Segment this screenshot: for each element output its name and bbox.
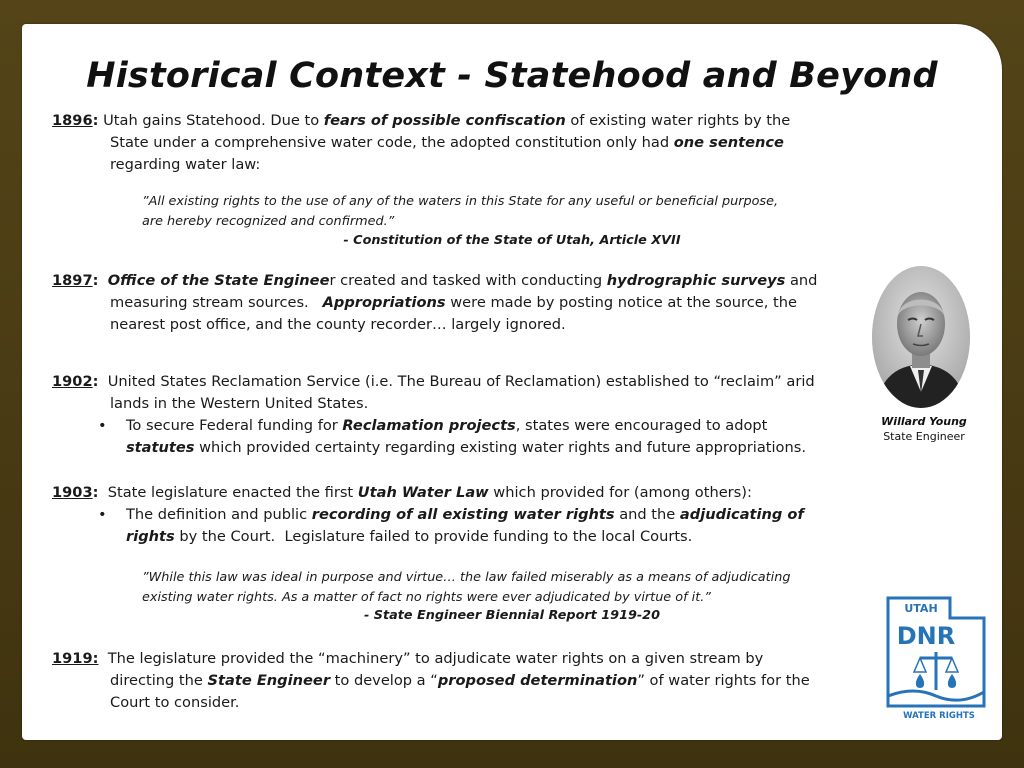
emphasis: fears of possible confiscation <box>323 112 566 129</box>
portrait-role: State Engineer <box>883 430 965 443</box>
utah-dnr-water-rights-logo <box>884 592 994 722</box>
bullet-line-1 <box>126 504 872 526</box>
bullet-dot: • <box>98 417 107 434</box>
emphasis: proposed determination <box>437 672 638 689</box>
bullet-dot: • <box>98 506 107 523</box>
logo-bottom-text: WATER RIGHTS <box>903 711 975 721</box>
bullet-line-2 <box>126 526 872 548</box>
year-colon: : <box>92 484 99 501</box>
text: United States Reclamation Service (i.e. The Bureau of Reclamation) established to “reclaim” arid <box>98 373 815 390</box>
text: which provided certainty regarding existing water rights and future appropriations. <box>194 439 806 456</box>
text: nearest post office, and the county recorder… largely ignored. <box>110 316 566 333</box>
text: State legislature enacted the first <box>98 484 358 501</box>
logo-top-text: UTAH <box>904 602 938 615</box>
entry-1919-line-2 <box>52 670 872 692</box>
year-colon: : <box>92 272 99 289</box>
emphasis: recording of all existing water rights <box>311 506 615 523</box>
water-drop-right-icon <box>948 674 956 688</box>
quote-biennial-report <box>142 568 842 608</box>
slide-title: Historical Context - Statehood and Beyond <box>86 56 938 96</box>
text: The definition and public <box>126 506 312 523</box>
year-1903: 1903 <box>52 484 93 501</box>
entry-1896-line-2 <box>52 132 872 154</box>
entry-1896-line-1 <box>52 110 872 132</box>
portrait-photo <box>872 266 970 408</box>
text: measuring stream sources. <box>110 294 323 311</box>
quote-citation-report: - State Engineer Biennial Report 1919-20 <box>364 608 660 623</box>
entry-1897-line-3 <box>52 314 872 336</box>
emphasis: Appropriations <box>322 294 446 311</box>
entry-1903-line-1 <box>52 482 872 504</box>
emphasis: hydrographic surveys <box>606 272 786 289</box>
quote-line: are hereby recognized and confirmed.” <box>142 214 395 229</box>
entry-1897 <box>52 270 872 336</box>
logo-main-text: DNR <box>896 622 956 650</box>
entry-1896-line-3 <box>52 154 872 176</box>
emphasis: one sentence <box>673 134 784 151</box>
emphasis: Reclamation projects <box>342 417 516 434</box>
bullet-line-2 <box>126 437 882 459</box>
year-1897: 1897 <box>52 272 93 289</box>
text: The legislature provided the “machinery” to adjudicate water rights on a given stream by <box>98 650 764 667</box>
entry-1903 <box>52 482 872 548</box>
water-drop-left-icon <box>916 674 924 688</box>
scale-pan-left <box>914 658 926 672</box>
emphasis: adjudicating of <box>679 506 804 523</box>
emphasis: Office of the State Enginee <box>107 272 330 289</box>
entry-1903-bullet <box>52 504 872 548</box>
text: which provided for (among others): <box>488 484 752 501</box>
year-1896: 1896 <box>52 112 93 129</box>
year-colon: : <box>92 112 99 129</box>
text: lands in the Western United States. <box>110 395 369 412</box>
text: Court to consider. <box>110 694 240 711</box>
text: State under a comprehensive water code, the adopted constitution only had <box>110 134 674 151</box>
year-1902: 1902 <box>52 373 93 390</box>
entry-1902-bullet <box>52 415 882 459</box>
entry-1919-line-3 <box>52 692 872 714</box>
portrait-name: Willard Young <box>881 415 967 428</box>
text: To secure Federal funding for <box>126 417 343 434</box>
entry-1919 <box>52 648 872 714</box>
portrait-illustration <box>872 266 970 408</box>
water-wave <box>888 691 984 700</box>
year-1919: 1919: <box>52 650 99 667</box>
text: and the <box>614 506 680 523</box>
entry-1919-line-1 <box>52 648 872 670</box>
text: r created and tasked with conducting <box>329 272 607 289</box>
text: regarding water law: <box>110 156 261 173</box>
emphasis: Utah Water Law <box>357 484 489 501</box>
emphasis: State Engineer <box>207 672 331 689</box>
quote-line: ”All existing rights to the use of any of the waters in this State for any useful or beneficial purpose, <box>142 194 779 209</box>
entry-1902-line-2 <box>52 393 882 415</box>
entry-1897-line-2 <box>52 292 872 314</box>
entry-1902-line-1 <box>52 371 882 393</box>
emphasis: rights <box>126 528 175 545</box>
text: directing the <box>110 672 208 689</box>
entry-1896 <box>52 110 872 176</box>
entry-1902 <box>52 371 882 459</box>
entry-1897-line-1 <box>52 270 872 292</box>
utah-dnr-logo-graphic <box>884 592 994 722</box>
text: to develop a “ <box>330 672 438 689</box>
quote-constitution <box>142 192 842 232</box>
text: were made by posting notice at the source, the <box>445 294 797 311</box>
text: and <box>785 272 818 289</box>
text: by the Court. Legislature failed to provide funding to the local Courts. <box>174 528 693 545</box>
emphasis: statutes <box>126 439 195 456</box>
year-colon: : <box>92 373 99 390</box>
text: of existing water rights by the <box>565 112 791 129</box>
text: Utah gains Statehood. Due to <box>98 112 324 129</box>
portrait-caption <box>864 414 984 444</box>
scale-pan-right <box>946 658 958 672</box>
text: ” of water rights for the <box>637 672 810 689</box>
quote-line: existing water rights. As a matter of fact no rights were ever adjudicated by virtue of it.” <box>142 590 711 605</box>
quote-citation-constitution: - Constitution of the State of Utah, Article XVII <box>343 233 681 248</box>
quote-line: ”While this law was ideal in purpose and virtue… the law failed miserably as a means of adjudicating <box>142 570 791 585</box>
text: , states were encouraged to adopt <box>515 417 768 434</box>
bullet-line-1 <box>126 415 882 437</box>
